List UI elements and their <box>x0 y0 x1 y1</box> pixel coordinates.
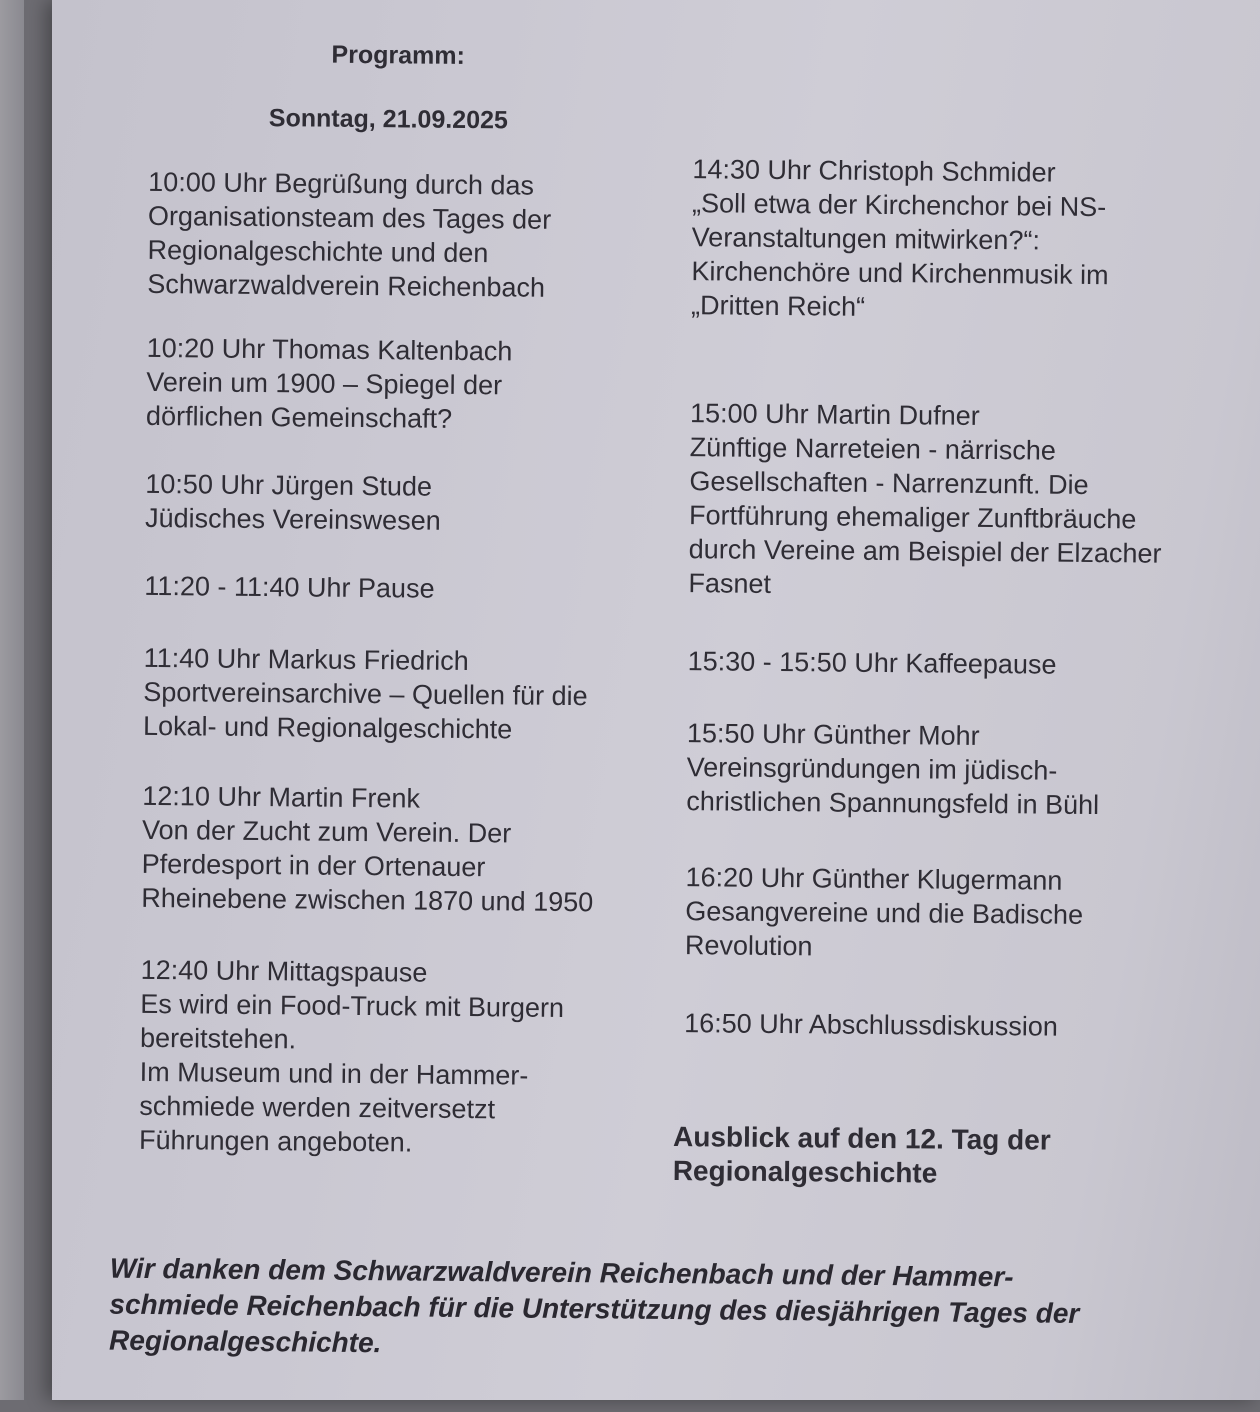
item-line: bereitstehen. <box>139 1022 297 1055</box>
item-line: durch Vereine am Beispiel der Elzacher <box>688 534 1162 569</box>
item-line: 10:20 Uhr Thomas Kaltenbach <box>146 332 513 367</box>
item-line: 12:40 Uhr Mittagspause <box>140 954 428 988</box>
thanks-line: schmiede Reichenbach für die Unterstützung des diesjährigen Tages der <box>109 1288 1080 1329</box>
item-line: Pferdesport in der Ortenauer <box>141 848 486 883</box>
item-line: Organisationsteam des Tages der <box>147 200 552 235</box>
item-line: 16:50 Uhr Abschlussdiskussion <box>684 1008 1059 1042</box>
item-line: Zünftige Narreteien - närrische <box>689 432 1057 466</box>
item-line: Führungen angeboten. <box>138 1124 413 1158</box>
item-line: „Soll etwa der Kirchenchor bei NS- <box>691 188 1107 223</box>
sheet-content <box>39 0 1260 1412</box>
item-line: Kirchenchöre und Kirchenmusik im <box>691 256 1109 291</box>
item-line: Regionalgeschichte und den <box>147 234 489 269</box>
schedule-item-kaffeepause <box>688 644 1057 682</box>
item-line: 15:00 Uhr Martin Dufner <box>689 398 980 431</box>
item-line: schmiede werden zeitversetzt <box>139 1090 496 1125</box>
item-line: 10:50 Uhr Jürgen Stude <box>145 468 433 502</box>
item-line: Fasnet <box>688 568 772 599</box>
item-line: 15:50 Uhr Günther Mohr <box>686 718 980 751</box>
schedule-item-1000 <box>147 165 552 305</box>
item-line: 11:20 - 11:40 Uhr Pause <box>144 570 435 604</box>
item-line: Im Museum und in der Hammer- <box>139 1056 529 1091</box>
background-edge <box>0 0 24 1400</box>
item-line: Lokal- und Regionalgeschichte <box>142 710 513 745</box>
item-line: Verein um 1900 – Spiegel der <box>146 366 503 401</box>
outlook-note <box>673 1120 1051 1192</box>
outlook-line: Regionalgeschichte <box>672 1155 938 1189</box>
item-line: christlichen Spannungsfeld in Bühl <box>686 786 1100 821</box>
schedule-item-1240 <box>139 953 565 1161</box>
item-line: 16:20 Uhr Günther Klugermann <box>685 862 1063 896</box>
item-line: Jüdisches Vereinswesen <box>144 502 441 536</box>
item-line: Es wird ein Food-Truck mit Burgern <box>140 988 565 1023</box>
schedule-item-1500 <box>688 396 1163 605</box>
program-date: Sonntag, 21.09.2025 <box>268 104 509 135</box>
item-line: 15:30 - 15:50 Uhr Kaffeepause <box>687 646 1057 680</box>
item-line: 12:10 Uhr Martin Frenk <box>142 780 421 814</box>
thanks-note <box>109 1251 1080 1368</box>
item-line: Gesellschaften - Narrenzunft. Die <box>689 466 1089 500</box>
thanks-line: Wir danken dem Schwarzwaldverein Reichenbach und der Hammer- <box>109 1252 1014 1293</box>
item-line: Revolution <box>684 930 813 962</box>
item-line: Rheinebene zwischen 1870 und 1950 <box>141 882 594 918</box>
program-title: Programm: <box>331 40 465 70</box>
item-line: dörflichen Gemeinschaft? <box>145 400 453 434</box>
item-line: 14:30 Uhr Christoph Schmider <box>692 154 1056 188</box>
item-line: Sportvereinsarchive – Quellen für die <box>143 676 588 712</box>
schedule-item-1140 <box>143 641 588 747</box>
item-line: Schwarzwaldverein Reichenbach <box>147 268 546 303</box>
item-line: Vereinsgründungen im jüdisch- <box>686 752 1058 786</box>
schedule-item-1550 <box>686 716 1100 822</box>
paper-sheet <box>52 0 1260 1400</box>
schedule-item-1210 <box>141 779 594 919</box>
outlook-line: Ausblick auf den 12. Tag der <box>672 1121 1051 1156</box>
schedule-item-1650 <box>684 1006 1058 1044</box>
item-line: Gesangvereine und die Badische <box>685 896 1084 930</box>
item-line: Fortführung ehemaliger Zunftbräuche <box>688 500 1137 535</box>
schedule-item-1050 <box>145 467 441 538</box>
schedule-item-1020 <box>146 331 513 437</box>
item-line: Veranstaltungen mitwirken?“: <box>691 222 1041 256</box>
schedule-item-pause <box>144 569 435 606</box>
schedule-item-1430 <box>691 152 1110 326</box>
item-line: 11:40 Uhr Markus Friedrich <box>143 642 469 677</box>
item-line: „Dritten Reich“ <box>690 290 866 322</box>
item-line: Von der Zucht zum Verein. Der <box>141 814 512 849</box>
item-line: 10:00 Uhr Begrüßung durch das <box>148 166 535 201</box>
schedule-item-1620 <box>685 860 1084 966</box>
thanks-line: Regionalgeschichte. <box>108 1324 382 1359</box>
